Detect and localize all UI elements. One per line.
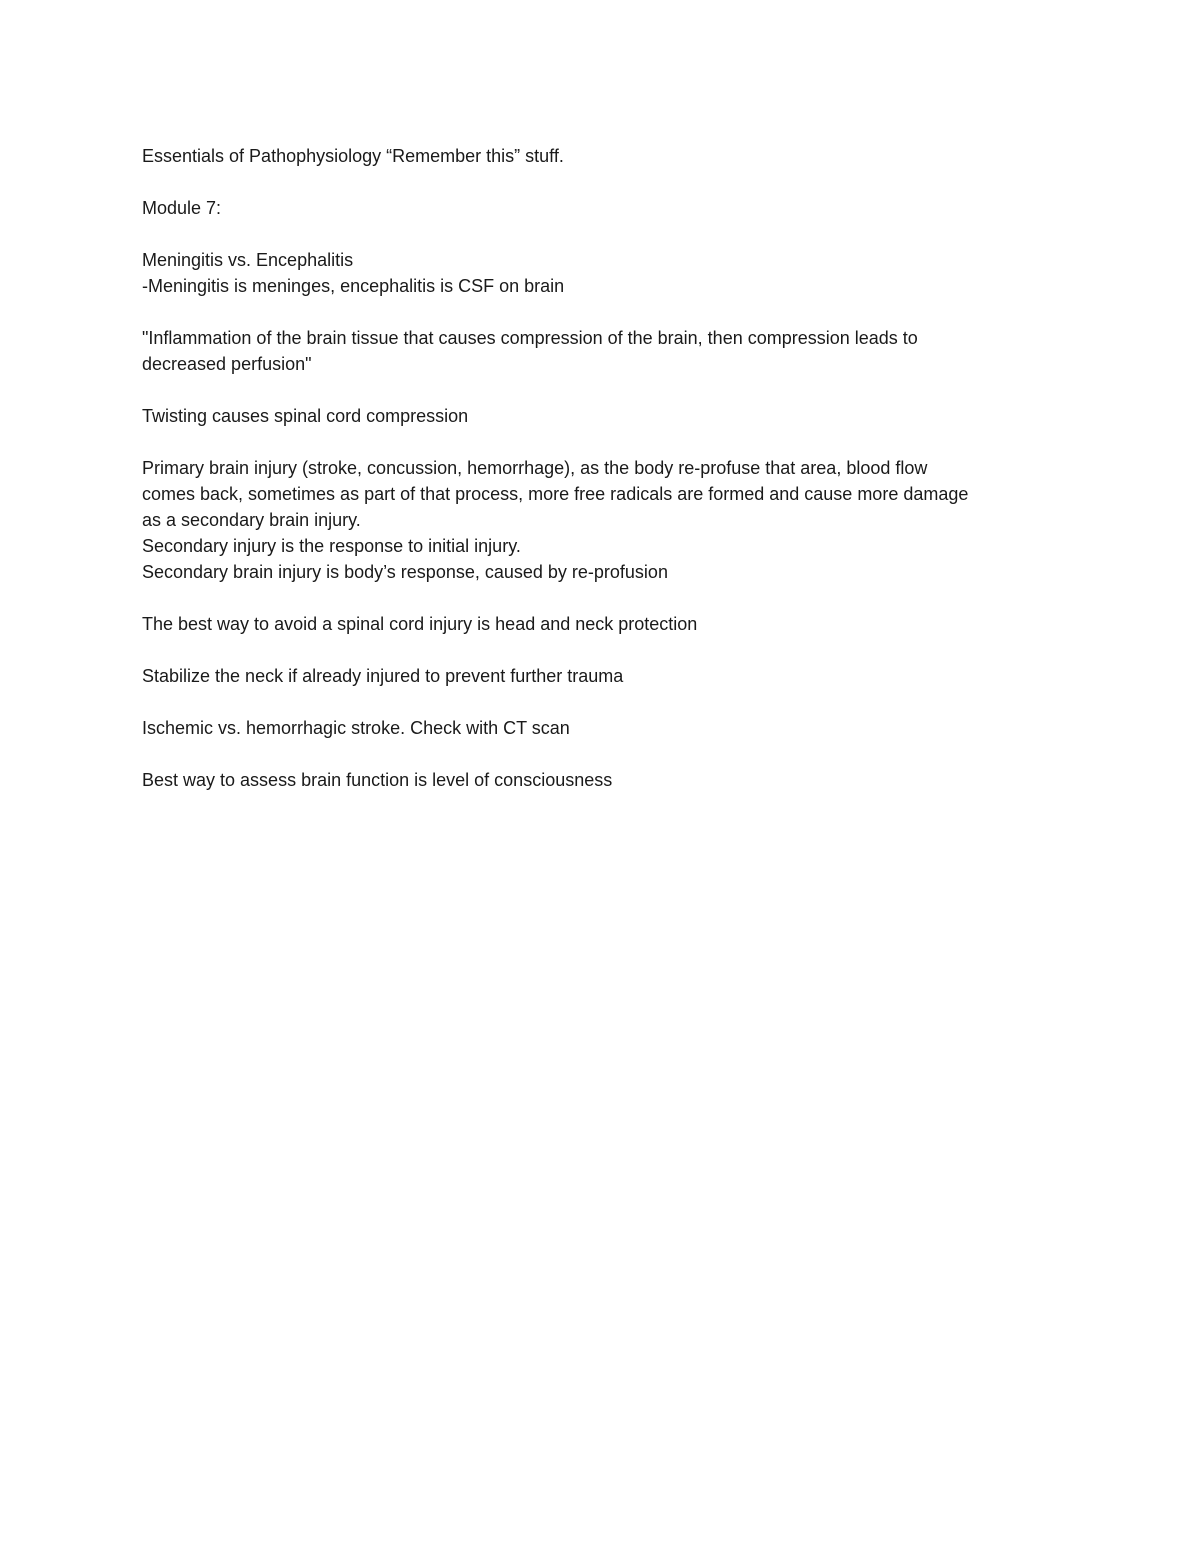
meningitis-note: -Meningitis is meninges, encephalitis is CSF on brain <box>142 276 565 296</box>
inflammation-block <box>142 325 1062 377</box>
inflammation-line-1: "Inflammation of the brain tissue that causes compression of the brain, then compression leads to <box>142 328 918 348</box>
spinal-protection-block <box>142 611 1062 637</box>
meningitis-heading: Meningitis vs. Encephalitis <box>142 250 354 270</box>
consciousness-note: Best way to assess brain function is level of consciousness <box>142 770 613 790</box>
secondary-injury-note: Secondary injury is the response to initial injury. <box>142 536 521 556</box>
twisting-block <box>142 403 1062 429</box>
module-block <box>142 195 1062 221</box>
stabilize-block <box>142 663 1062 689</box>
primary-injury-line-1: Primary brain injury (stroke, concussion, hemorrhage), as the body re-profuse that area, blood flow <box>142 458 928 478</box>
stroke-note: Ischemic vs. hemorrhagic stroke. Check with CT scan <box>142 718 570 738</box>
primary-injury-line-2: comes back, sometimes as part of that process, more free radicals are formed and cause more damage <box>142 484 969 504</box>
module-heading: Module 7: <box>142 198 222 218</box>
brain-injury-block <box>142 455 1062 585</box>
stabilize-note: Stabilize the neck if already injured to prevent further trauma <box>142 666 624 686</box>
document-body <box>142 143 1062 819</box>
consciousness-block <box>142 767 1062 793</box>
meningitis-block <box>142 247 1062 299</box>
primary-injury-line-3: as a secondary brain injury. <box>142 510 361 530</box>
stroke-block <box>142 715 1062 741</box>
document-title-block <box>142 143 1062 169</box>
spinal-protection-note: The best way to avoid a spinal cord injury is head and neck protection <box>142 614 698 634</box>
twisting-note: Twisting causes spinal cord compression <box>142 406 469 426</box>
secondary-brain-injury-note: Secondary brain injury is body’s response, caused by re-profusion <box>142 562 668 582</box>
inflammation-line-2: decreased perfusion" <box>142 354 312 374</box>
document-title: Essentials of Pathophysiology “Remember this” stuff. <box>142 146 564 166</box>
